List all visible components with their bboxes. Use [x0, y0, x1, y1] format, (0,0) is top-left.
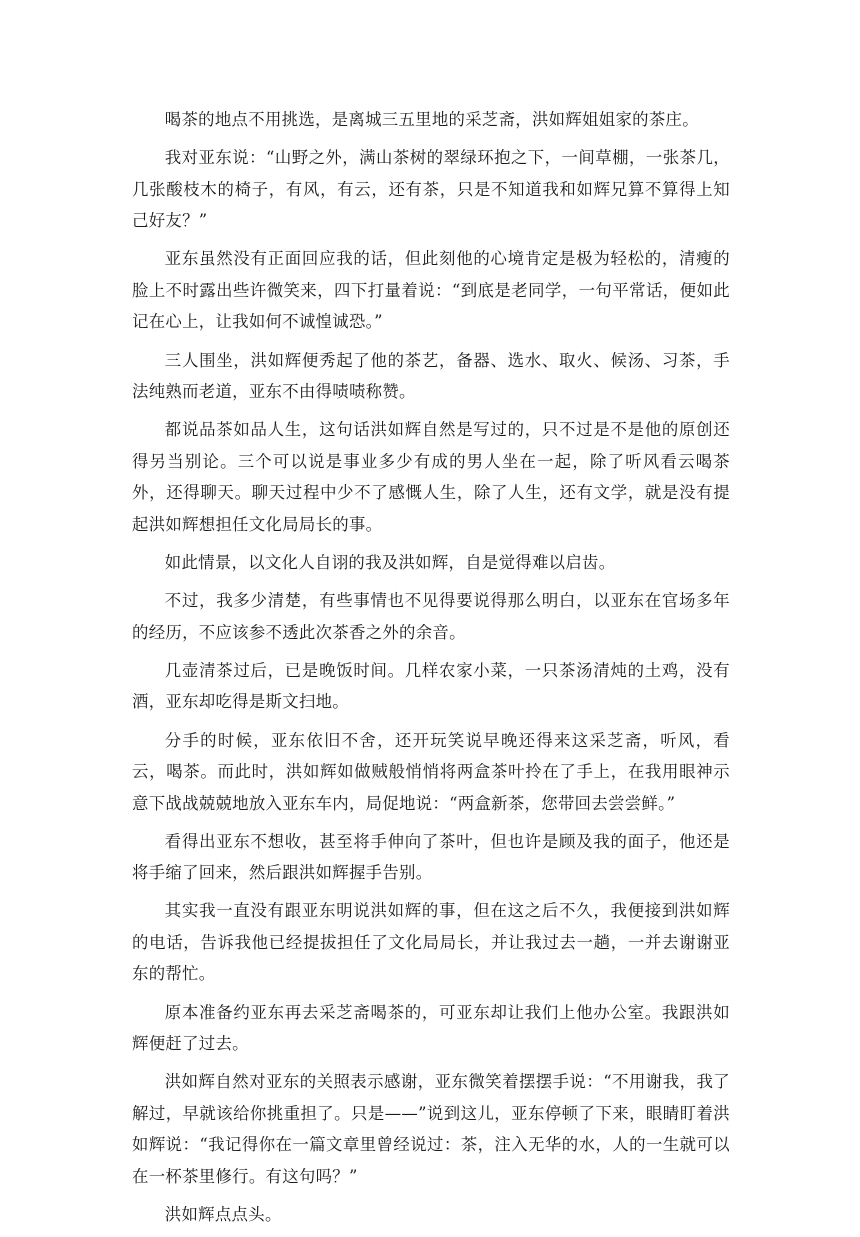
story-body	[132, 104, 730, 1237]
paragraph: 喝茶的地点不用挑选，是离城三五里地的采芝斋，洪如辉姐姐家的茶庄。	[164, 110, 699, 129]
paragraph: 洪如辉自然对亚东的关照表示感谢，亚东微笑着摆摆手说：“不用谢我，我了解过，早就该给你挑重担了。只是——”说到这儿，亚东停顿了下来，眼睛盯着洪如辉说：“我记得你在一篇文章里曾经说过：茶，注入无华的水，人的一生就可以在一杯茶里修行。有这句吗？”	[132, 1072, 730, 1186]
paragraph: 都说品茶如品人生，这句话洪如辉自然是写过的，只不过是不是他的原创还得另当别论。三个可以说是事业多少有成的男人坐在一起，除了听风看云喝茶外，还得聊天。聊天过程中少不了感慨人生，除了人生，还有文学，就是没有提起洪如辉想担任文化局局长的事。	[132, 420, 730, 534]
paragraph: 看得出亚东不想收，甚至将手伸向了茶叶，但也许是顾及我的面子，他还是将手缩了回来，然后跟洪如辉握手告别。	[132, 831, 730, 883]
paragraph: 原本准备约亚东再去采芝斋喝茶的，可亚东却让我们上他办公室。我跟洪如辉便赶了过去。	[132, 1002, 730, 1054]
paragraph: 洪如辉点点头。	[164, 1204, 282, 1224]
paragraph: 我对亚东说：“山野之外，满山茶树的翠绿环抱之下，一间草棚，一张茶几，几张酸枝木的椅子，有风，有云，还有茶，只是不知道我和如辉兄算不算得上知己好友？”	[132, 148, 730, 231]
paragraph: 不过，我多少清楚，有些事情也不见得要说得那么明白，以亚东在官场多年的经历，不应该参不透此次茶香之外的余音。	[132, 591, 730, 642]
paragraph: 几壶清茶过后，已是晚饭时间。几样农家小菜，一只茶汤清炖的土鸡，没有酒，亚东却吃得是斯文扫地。	[132, 660, 730, 712]
paragraph: 其实我一直没有跟亚东明说洪如辉的事，但在这之后不久，我便接到洪如辉的电话，告诉我他已经提拔担任了文化局局长，并让我过去一趟，一并去谢谢亚东的帮忙。	[132, 901, 730, 984]
paragraph: 亚东虽然没有正面回应我的话，但此刻他的心境肯定是极为轻松的，清瘦的脸上不时露出些许微笑来，四下打量着说：“到底是老同学，一句平常话，便如此记在心上，让我如何不诚惶诚恐。”	[132, 249, 730, 332]
paragraph: 分手的时候，亚东依旧不舍，还开玩笑说早晚还得来这采芝斋，听风，看云，喝茶。而此时，洪如辉如做贼般悄悄将两盒茶叶拎在了手上，在我用眼神示意下战战兢兢地放入亚东车内，局促地说：“两盒新茶，您带回去尝尝鲜。”	[132, 730, 730, 813]
paragraph: 如此情景，以文化人自诩的我及洪如辉，自是觉得难以启齿。	[164, 552, 616, 572]
paragraph: 三人围坐，洪如辉便秀起了他的茶艺，备器、选水、取火、候汤、习茶，手法纯熟而老道，亚东不由得啧啧称赞。	[132, 350, 730, 402]
